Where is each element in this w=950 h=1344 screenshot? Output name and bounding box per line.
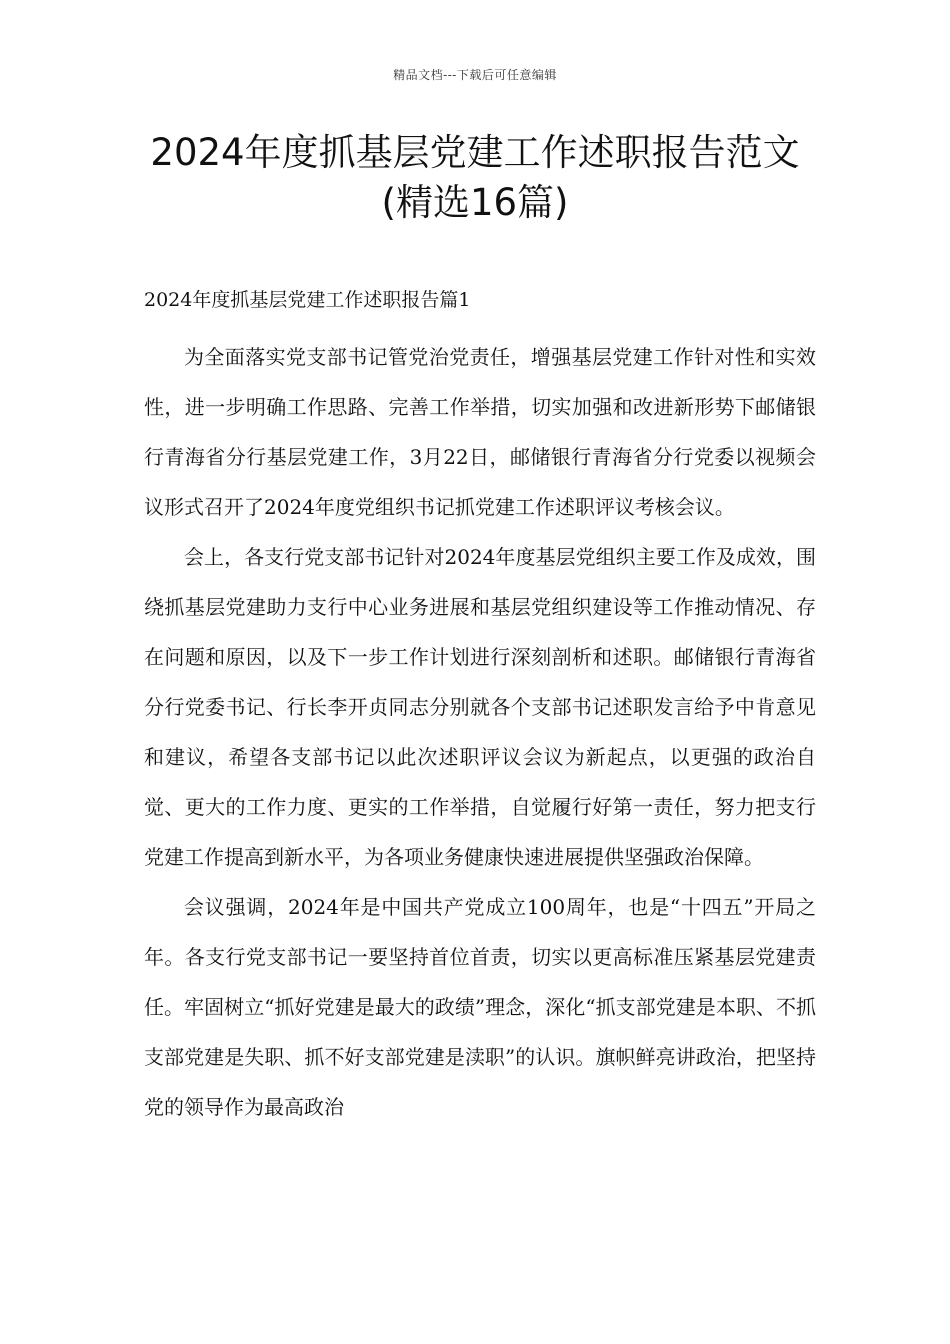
- body-text: [144, 332, 816, 1132]
- paragraph-1: 为全面落实党支部书记管党治党责任，增强基层党建工作针对性和实效性，进一步明确工作思路、完善工作举措，切实加强和改进新形势下邮储银行青海省分行基层党建工作，3月22日，邮储银行青海省分行党委以视频会议形式召开了2024年度党组织书记抓党建工作述职评议考核会议。: [144, 345, 816, 519]
- document-title: [60, 128, 890, 228]
- document-title-line-1: 2024年度抓基层党建工作述职报告范文: [150, 131, 800, 174]
- section-heading: 2024年度抓基层党建工作述职报告篇1: [144, 289, 471, 311]
- paragraph-2: 会上，各支行党支部书记针对2024年度基层党组织主要工作及成效，围绕抓基层党建助力支行中心业务进展和基层党组织建设等工作推动情况、存在问题和原因，以及下一步工作计划进行深刻剖析和述职。邮储银行青海省分行党委书记、行长李开贞同志分别就各个支部书记述职发言给予中肯意见和建议，希望各支部书记以此次述职评议会议为新起点，以更强的政治自觉、更大的工作力度、更实的工作举措，自觉履行好第一责任，努力把支行党建工作提高到新水平，为各项业务健康快速进展提供坚强政治保障。: [144, 545, 816, 869]
- header-note: 精品文档---下载后可任意编辑: [393, 68, 557, 82]
- document-title-line-2: (精选16篇): [381, 181, 569, 224]
- paragraph-3: 会议强调，2024年是中国共产党成立100周年，也是“十四五”开局之年。各支行党支部书记一要坚持首位首责，切实以更高标准压紧基层党建责任。牢固树立“抓好党建是最大的政绩”理念，深化“抓支部党建是本职、不抓支部党建是失职、抓不好支部党建是渎职”的认识。旗帜鲜亮讲政治，把坚持党的领导作为最高政治: [144, 895, 816, 1119]
